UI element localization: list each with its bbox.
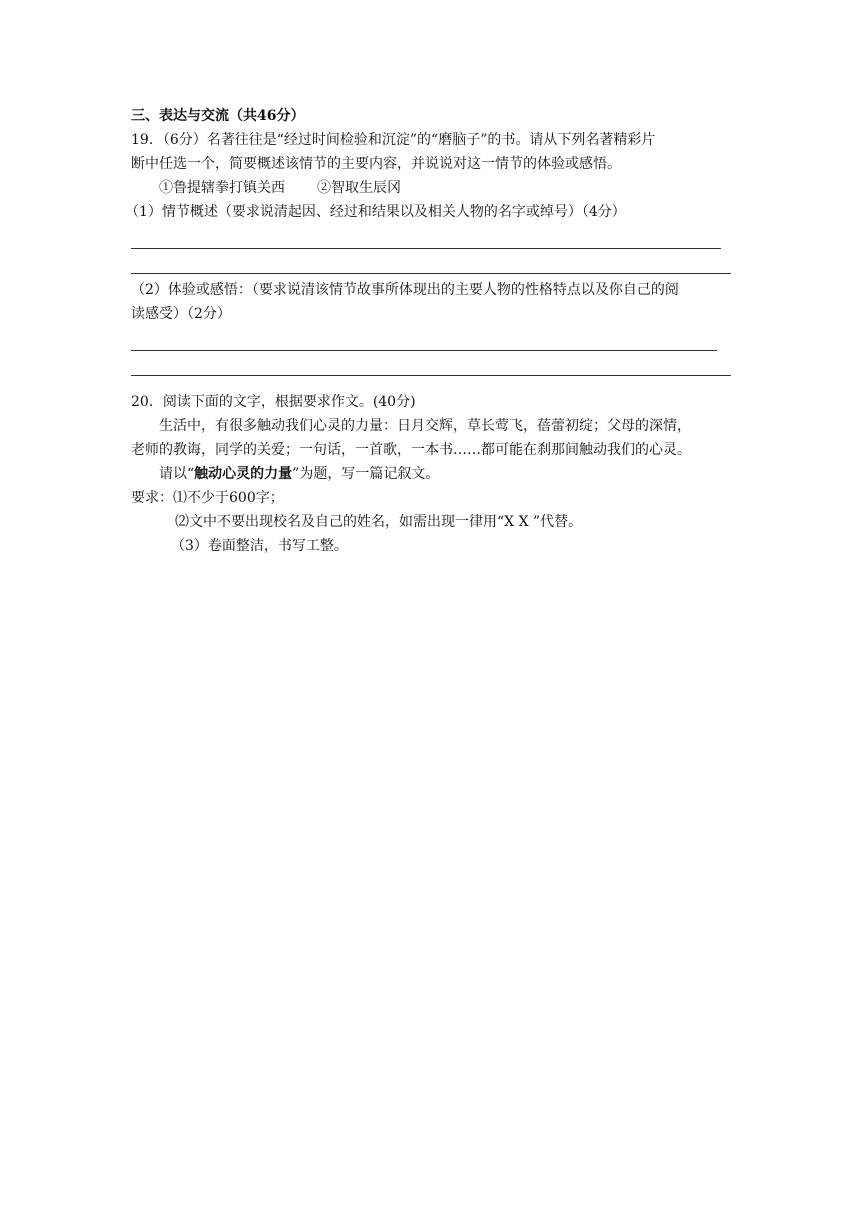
q20-passage-line-1: 生活中，有很多触动我们心灵的力量：日月交辉，草长莺飞，蓓蕾初绽；父母的深情， (159, 418, 691, 434)
q20-passage-line-2: 老师的教诲，同学的关爱；一句话，一首歌，一本书……都可能在刹那间触动我们的心灵。 (131, 442, 691, 458)
answer-line-2[interactable] (131, 249, 731, 274)
q19-part1-prompt: （1）情节概述（要求说清起因、经过和结果以及相关人物的名字或绰号）（4分） (125, 204, 626, 220)
q19-stem-line-2: 断中任选一个，简要概述该情节的主要内容，并说说对这一情节的体验或感悟。 (131, 156, 621, 172)
answer-line-4[interactable] (131, 351, 731, 376)
q19-part2-prompt-line-1: （2）体验或感悟：（要求说清该情节故事所体现出的主要人物的性格特点以及你自己的阅 (131, 282, 679, 298)
requirements-label: 要求： (131, 490, 173, 506)
q20-title-prefix: 请以“ (159, 466, 195, 482)
q20-requirement-2: ⑵文中不要出现校名及自己的姓名，如需出现一律用“X X ”代替。 (175, 514, 583, 530)
exam-page (125, 104, 731, 558)
q20-essay-title: 触动心灵的力量 (194, 466, 293, 482)
q20-stem: 20．阅读下面的文字，根据要求作文。(40分) (131, 394, 416, 410)
q20-requirement-3: （3）卷面整洁，书写工整。 (171, 538, 348, 554)
spacer (131, 376, 731, 390)
q19-stem-line-1: 19．（6分）名著往往是“经过时间检验和沉淀”的“磨脑子”的书。请从下列名著精彩片 (131, 132, 656, 148)
q19-part2-prompt-line-2: 读感受）（2分） (131, 306, 231, 322)
answer-line-3[interactable] (131, 326, 717, 351)
q20-requirement-1 (131, 486, 731, 510)
requirement-text-1: ⑴不少于600字； (173, 490, 284, 506)
q19-option-2: ②智取生辰冈 (317, 180, 401, 196)
q20-title-suffix: ”为题，写一篇记叙文。 (292, 466, 440, 482)
answer-line-1[interactable] (131, 224, 721, 249)
q19-option-1: ①鲁提辖拳打镇关西 (159, 180, 285, 196)
q20-title-instruction (131, 462, 731, 486)
section-title: 三、表达与交流（共46分） (131, 108, 305, 124)
q19-options (131, 176, 731, 200)
